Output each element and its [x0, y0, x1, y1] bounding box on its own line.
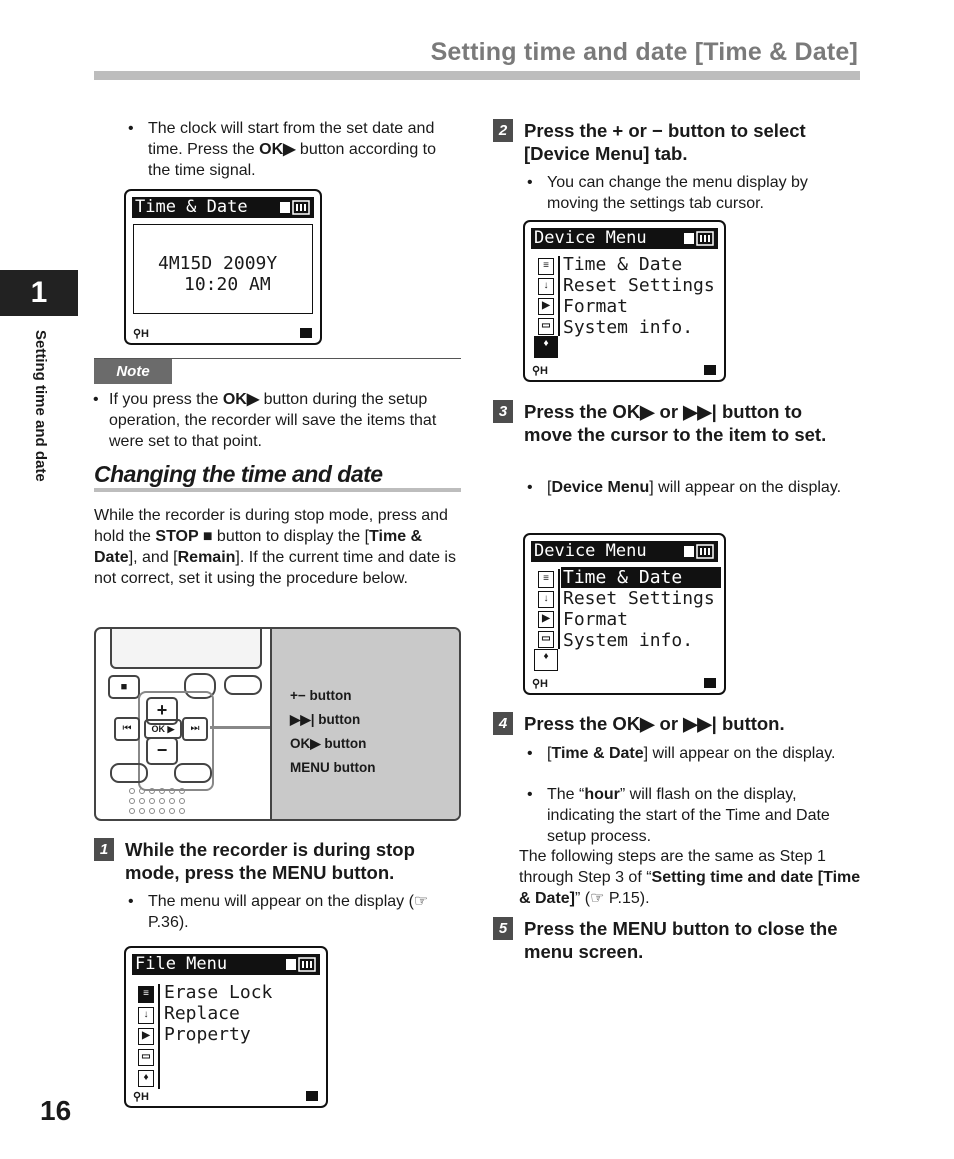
button-legend-panel [270, 629, 459, 819]
folder-icon [704, 365, 716, 375]
rec-tab-icon: ↓ [138, 1007, 154, 1024]
step-2-bullet: • You can change the menu display by moving the settings tab cursor. [527, 174, 808, 212]
label-plus-minus: +− button [290, 688, 352, 703]
next-key: ⏭ [182, 717, 208, 741]
prev-key: ⏮ [114, 717, 140, 741]
step-2-heading: Press the + or − button to select [Device Menu] tab. [524, 120, 806, 164]
device-tab-icon: ♦ [138, 1070, 154, 1087]
step-2-number: 2 [493, 119, 513, 142]
label-menu: MENU button [290, 760, 376, 775]
intro-bullet: • The clock will start from the set date and time. Press the OK▶ button according to the time signal. [128, 120, 437, 179]
minus-key: − [146, 737, 178, 765]
note-bullet: • If you press the OK▶ button during the setup operation, the recorder will save the items that were set to that point. [93, 391, 437, 450]
mic-icon: ⚲H [133, 328, 150, 340]
play-tab-icon: ▶ [538, 611, 554, 628]
menu-item-system-info: System info. [563, 630, 694, 651]
step-4-heading: Press the OK▶ or ▶▶| button. [524, 713, 785, 734]
device-tab-icon: ♦ [534, 649, 558, 671]
folder-icon [306, 1091, 318, 1101]
menu-item-format: Format [563, 296, 629, 317]
step-4-bullet-1: • [Time & Date] will appear on the display. [527, 745, 836, 762]
menu-item-replace: Replace [164, 1003, 240, 1024]
lcd-device-menu-cursor [523, 533, 726, 695]
rec-tab-icon: ↓ [538, 591, 554, 608]
tab-column-line [558, 569, 560, 649]
section-heading: Changing the time and date [94, 461, 383, 487]
lcd-date-line: 4M15D 2009Y [158, 253, 278, 274]
tab-column-line [558, 256, 560, 336]
lcd-title-bar [132, 954, 320, 975]
menu-item-reset-settings: Reset Settings [563, 275, 715, 296]
lcd-title: Device Menu [534, 228, 647, 248]
step-3-number: 3 [493, 400, 513, 423]
page-title: Setting time and date [Time & Date] [430, 38, 858, 66]
leader-line [210, 726, 272, 729]
stop-button: ■ [108, 675, 140, 699]
file-tab-icon: ≡ [138, 986, 154, 1003]
recorder-illustration [94, 627, 461, 821]
recorder-screen [110, 627, 262, 669]
speaker-grille [128, 787, 196, 821]
mic-icon: ⚲H [532, 678, 549, 690]
lcd-device-menu-tab [523, 220, 726, 382]
rec-tab-icon: ↓ [538, 278, 554, 295]
battery-icon [280, 200, 310, 215]
plus-key: + [146, 697, 178, 725]
file-tab-icon: ≡ [538, 258, 554, 275]
step-5-heading: Press the MENU button to close the menu screen. [524, 918, 838, 962]
step-3-bullet: • [Device Menu] will appear on the display. [527, 479, 842, 496]
menu-item-erase-lock: Erase Lock [164, 982, 273, 1003]
title-underline [94, 71, 860, 80]
step-4-note: The following steps are the same as Step 1 through Step 3 of “Setting time and date [Time & Date]” (☞ P.15). [519, 848, 861, 907]
play-button [224, 675, 262, 695]
chapter-side-label: Setting time and date [32, 330, 49, 482]
play-tab-icon: ▶ [538, 298, 554, 315]
step-1-heading: While the recorder is during stop mode, press the MENU button. [125, 839, 415, 883]
battery-icon [286, 957, 316, 972]
menu-item-property: Property [164, 1024, 251, 1045]
battery-icon [684, 231, 714, 246]
note-label: Note [94, 359, 172, 384]
lcd-title: Device Menu [534, 541, 647, 561]
menu-item-reset-settings: Reset Settings [563, 588, 715, 609]
lcd-title: File Menu [135, 954, 228, 974]
device-tab-icon: ♦ [534, 336, 558, 358]
step-1-bullet: • The menu will appear on the display (☞ P.36). [128, 893, 429, 931]
list-key [174, 763, 212, 783]
tab-column-line [158, 984, 160, 1089]
step-4-number: 4 [493, 712, 513, 735]
lcd-title-bar [132, 197, 314, 218]
lcd-title-bar [531, 228, 718, 249]
section-body: While the recorder is during stop mode, press and hold the STOP ■ button to display the [Time & Date], and [Remain]. If the current time and date is not correct, set it using the procedure below. [94, 507, 456, 587]
lcd-time-line: 10:20 AM [184, 274, 271, 295]
folder-icon [300, 328, 312, 338]
folder-icon [704, 678, 716, 688]
mic-icon: ⚲H [532, 365, 549, 377]
menu-item-system-info: System info. [563, 317, 694, 338]
step-4-bullet-2: • The “hour” will flash on the display, indicating the start of the Time and Date setup process. [527, 786, 830, 845]
lcd-tab-icon: ▭ [538, 631, 554, 648]
lcd-title-bar [531, 541, 718, 562]
step-3-heading: Press the OK▶ or ▶▶| button to move the cursor to the item to set. [524, 401, 827, 445]
section-underline [94, 488, 461, 492]
label-next: ▶▶| button [290, 712, 361, 727]
ok-key: OK ▶ [144, 719, 182, 739]
lcd-time-date [124, 189, 322, 345]
play-tab-icon: ▶ [138, 1028, 154, 1045]
step-1-number: 1 [94, 838, 114, 861]
menu-item-time-date: Time & Date [563, 254, 683, 275]
menu-item-format: Format [563, 609, 629, 630]
label-ok: OK▶ button [290, 736, 367, 751]
file-tab-icon: ≡ [538, 571, 554, 588]
menu-key [110, 763, 148, 783]
battery-icon [684, 544, 714, 559]
chapter-tab: 1 [0, 270, 78, 316]
lcd-tab-icon: ▭ [138, 1049, 154, 1066]
lcd-title: Time & Date [135, 197, 248, 217]
page-number: 16 [40, 1095, 72, 1126]
lcd-tab-icon: ▭ [538, 318, 554, 335]
mic-icon: ⚲H [133, 1091, 150, 1103]
menu-item-time-date-selected: Time & Date [561, 567, 721, 588]
step-5-number: 5 [493, 917, 513, 940]
lcd-file-menu [124, 946, 328, 1108]
